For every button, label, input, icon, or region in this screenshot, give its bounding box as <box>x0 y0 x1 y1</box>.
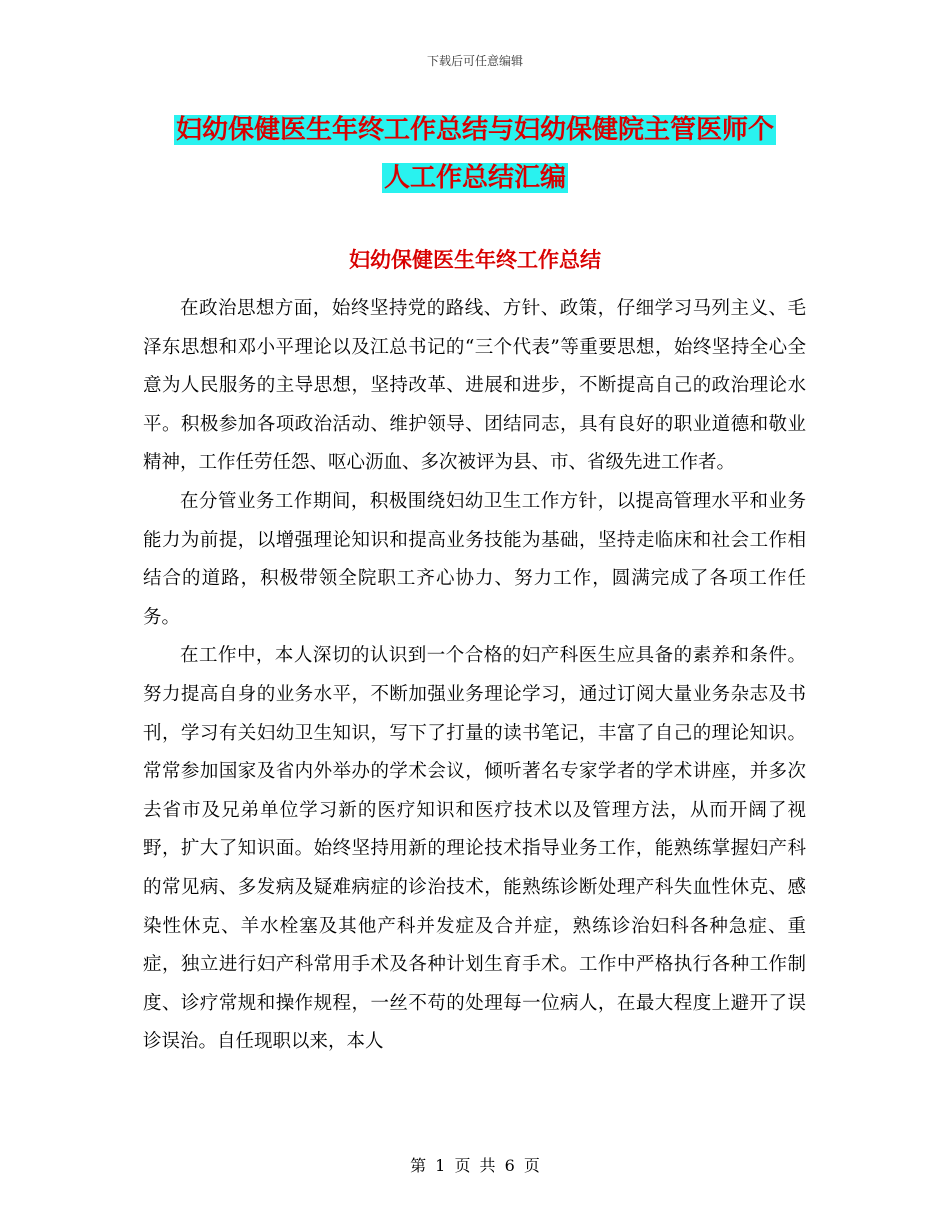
page-number-footer: 第 1 页 共 6 页 <box>410 1156 540 1175</box>
document-title <box>140 106 810 202</box>
section-title: 妇幼保健医生年终工作总结 <box>349 247 601 272</box>
page-header-note: 下载后可任意编辑 <box>426 54 523 68</box>
paragraph-1: 在政治思想方面，始终坚持党的路线、方针、政策，仔细学习马列主义、毛泽东思想和邓小平理论以及江总书记的“三个代表”等重要思想，始终坚持全心全意为人民服务的主导思想，坚持改革、进展和进步，不断提高自己的政治理论水平。积极参加各项政治活动、维护领导、团结同志，具有良好的职业道德和敬业精神，工作任劳任怨、呕心沥血、多次被评为县、市、省级先进工作者。 <box>143 298 806 474</box>
paragraph-2: 在分管业务工作期间，积极围绕妇幼卫生工作方针，以提高管理水平和业务能力为前提，以增强理论知识和提高业务技能为基础，坚持走临床和社会工作相结合的道路，积极带领全院职工齐心协力、努力工作，圆满完成了各项工作任务。 <box>143 490 806 628</box>
document-title-line-1: 妇幼保健医生年终工作总结与妇幼保健院主管医师个 <box>175 115 774 145</box>
paragraph-3: 在工作中，本人深切的认识到一个合格的妇产科医生应具备的素养和条件。努力提高自身的业务水平，不断加强业务理论学习，通过订阅大量业务杂志及书刊，学习有关妇幼卫生知识，写下了打量的读书笔记，丰富了自己的理论知识。常常参加国家及省内外举办的学术会议，倾听著名专家学者的学术讲座，并多次去省市及兄弟单位学习新的医疗知识和医疗技术以及管理方法，从而开阔了视野，扩大了知识面。始终坚持用新的理论技术指导业务工作，能熟练掌握妇产科的常见病、多发病及疑难病症的诊治技术，能熟练诊断处理产科失血性休克、感染性休克、羊水栓塞及其他产科并发症及合并症，熟练诊治妇科各种急症、重症，独立进行妇产科常用手术及各种计划生育手术。工作中严格执行各种工作制度、诊疗常规和操作规程，一丝不苟的处理每一位病人，在最大程度上避开了误诊误治。自任现职以来，本人 <box>143 645 806 1053</box>
document-title-line-2: 人工作总结汇编 <box>383 163 566 193</box>
body-text <box>143 290 806 1062</box>
